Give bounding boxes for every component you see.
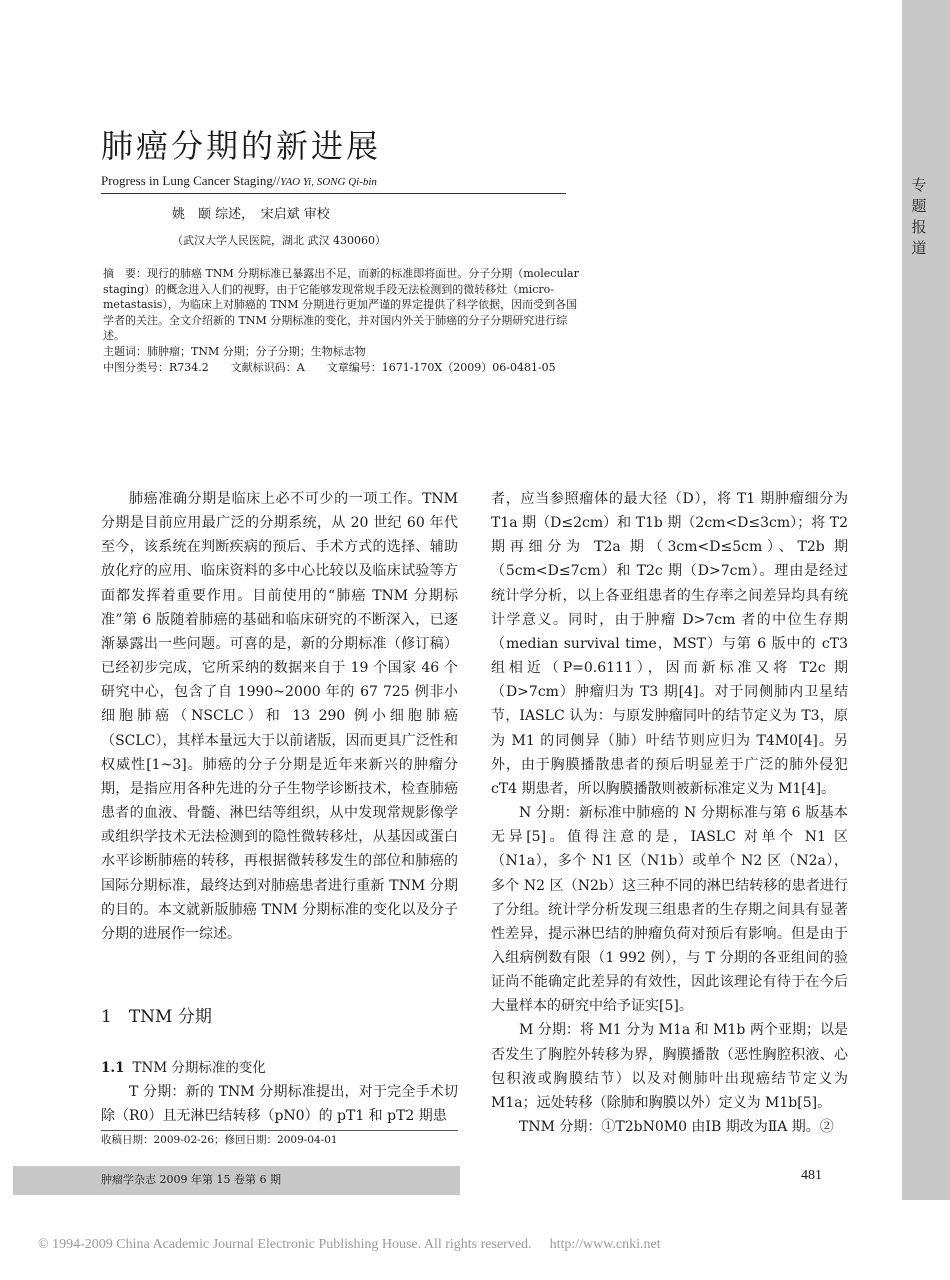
- m-stage-paragraph: M 分期：将 M1 分为 M1a 和 M1b 两个亚期；以是否发生了胸腔外转移为界，胸膜播散（恶性胸腔积液、心包积液或胸膜结节）以及对侧肺叶出现癌结节定义为 M1a；远处转移（除肺和胸膜以外）定义为 M1b[5]。: [491, 1022, 848, 1111]
- page-number: 481: [801, 1168, 822, 1183]
- english-title-text: Progress in Lung Cancer Staging//: [101, 173, 281, 188]
- n-stage-paragraph: N 分期：新标准中肺癌的 N 分期标准与第 6 版基本无异[5]。值得注意的是，IASLC 对单个 N1 区（N1a），多个 N1 区（N1b）或单个 N2 区（N2a），多个 N2 区（N2b）这三种不同的淋巴结转移的患者进行了分组。统计学分析发现三组患者的生存期之间具有显著性差异，提示淋巴结的肿瘤负荷对预后有影响。但是由于入组病例数有限（1 992 例），与 T 分期的各亚组间的验证尚不能确定此差异的有效性，因此该理论有待于在今后大量样本的研究中给予证实[5]。: [491, 805, 848, 1015]
- english-authors: YAO Yi, SONG Qi-bin: [280, 176, 377, 188]
- affiliation: （武汉大学人民医院，湖北 武汉 430060）: [172, 234, 386, 247]
- copyright-text: © 1994-2009 China Academic Journal Electronic Publishing House. All rights reserved.: [38, 1237, 532, 1252]
- right-column: [491, 487, 848, 1139]
- english-title: [101, 173, 566, 194]
- article-title: 肺癌分期的新进展: [101, 127, 382, 165]
- authors-line: 姚 颐 综述， 宋启斌 审校: [172, 207, 330, 222]
- t-stage-continued: 者，应当参照瘤体的最大径（D），将 T1 期肿瘤细分为 T1a 期（D≤2cm）和 T1b 期（2cm<D≤3cm）；将 T2 期再细分为 T2a 期（3cm<D≤5cm）、T2b 期（5cm<D≤7cm）和 T2c 期（D>7cm）。理由是经过统计学分析，以上各亚组患者的生存率之间差异均具有统计学意义。同时，由于肿瘤 D>7cm 者的中位生存期（median survival time，MST）与第 6 版中的 cT3 组相近（P=0.6111），因而新标准又将 T2c 期（D>7cm）肿瘤归为 T3 期[4]。对于同侧肺内卫星结节，IASLC 认为：与原发肿瘤同叶的结节定义为 T3，原为 M1 的同侧异（肺）叶结节则应归为 T4M0[4]。另外，由于胸膜播散患者的预后明显差于广泛的肺外侵犯 cT4 期患者，所以胸膜播散则被新标准定义为 M1[4]。: [491, 491, 848, 797]
- journal-footer: 肿瘤学杂志 2009 年第 15 卷第 6 期: [101, 1173, 281, 1186]
- left-column-lower: [101, 1080, 458, 1128]
- abstract-block: [103, 266, 579, 375]
- left-column: [101, 487, 458, 946]
- subsection-number: 1.1: [101, 1060, 125, 1076]
- copyright-line: [38, 1236, 661, 1254]
- cnki-link[interactable]: http://www.cnki.net: [549, 1237, 661, 1252]
- section-tab-label: 专题报道: [911, 176, 927, 257]
- received-dates: 收稿日期：2009-02-26；修回日期：2009-04-01: [101, 1130, 458, 1148]
- keywords: 主题词：肺肿瘤；TNM 分期；分子分期；生物标志物: [103, 344, 366, 358]
- intro-paragraph: 肺癌准确分期是临床上必不可少的一项工作。TNM 分期是目前应用最广泛的分期系统，从 20 世纪 60 年代至今，该系统在判断疾病的预后、手术方式的选择、辅助放化疗的应用、临床资料的多中心比较以及临床试验等方面都发挥着重要作用。目前使用的“肺癌 TNM 分期标准”第 6 版随着肺癌的基础和临床研究的不断深入，已逐渐暴露出一些问题。可喜的是，新的分期标准（修订稿）已经初步完成，它所采纳的数据来自于 19 个国家 46 个研究中心，包含了自 1990~2000 年的 67 725 例非小细胞肺癌（NSCLC）和 13 290 例小细胞肺癌（SCLC），其样本量远大于以前诸版，因而更具广泛性和权威性[1~3]。肺癌的分子分期是近年来新兴的肿瘤分期，是指应用各种先进的分子生物学诊断技术，检查肺癌患者的血液、骨髓、淋巴结等组织，从中发现常规影像学或组织学技术无法检测到的隐性微转移灶，从基因或蛋白水平诊断肺癌的转移，再根据微转移发生的部位和肺癌的国际分期标准，最终达到对肺癌患者进行重新 TNM 分期的目的。本文就新版肺癌 TNM 分期标准的变化以及分子分期的进展作一综述。: [101, 491, 458, 942]
- subsection-heading: [101, 1057, 266, 1079]
- classification-line: 中图分类号：R734.2 文献标识码：A 文章编号：1671-170X（2009）06-0481-05: [103, 360, 556, 374]
- abstract-text: 摘 要：现行的肺癌 TNM 分期标准已暴露出不足，而新的标准即将面世。分子分期（molecular staging）的概念进入人们的视野，由于它能够发现常规手段无法检测到的微转移灶（micro-metastasis），为临床上对肺癌的 TNM 分期进行更加严谨的界定提供了科学依据，因而受到各国学者的关注。全文介绍新的 TNM 分期标准的变化，并对国内外关于肺癌的分子分期研究进行综述。: [103, 267, 579, 343]
- section-heading-tnm: 1 TNM 分期: [101, 1007, 212, 1027]
- tnm-stage-paragraph: TNM 分期：①T2bN0M0 由ⅠB 期改为ⅡA 期。②: [519, 1119, 834, 1136]
- subsection-title: TNM 分期标准的变化: [132, 1060, 266, 1076]
- t-stage-paragraph: T 分期：新的 TNM 分期标准提出，对于完全手术切除（R0）且无淋巴结转移（pN0）的 pT1 和 pT2 期患: [101, 1084, 458, 1125]
